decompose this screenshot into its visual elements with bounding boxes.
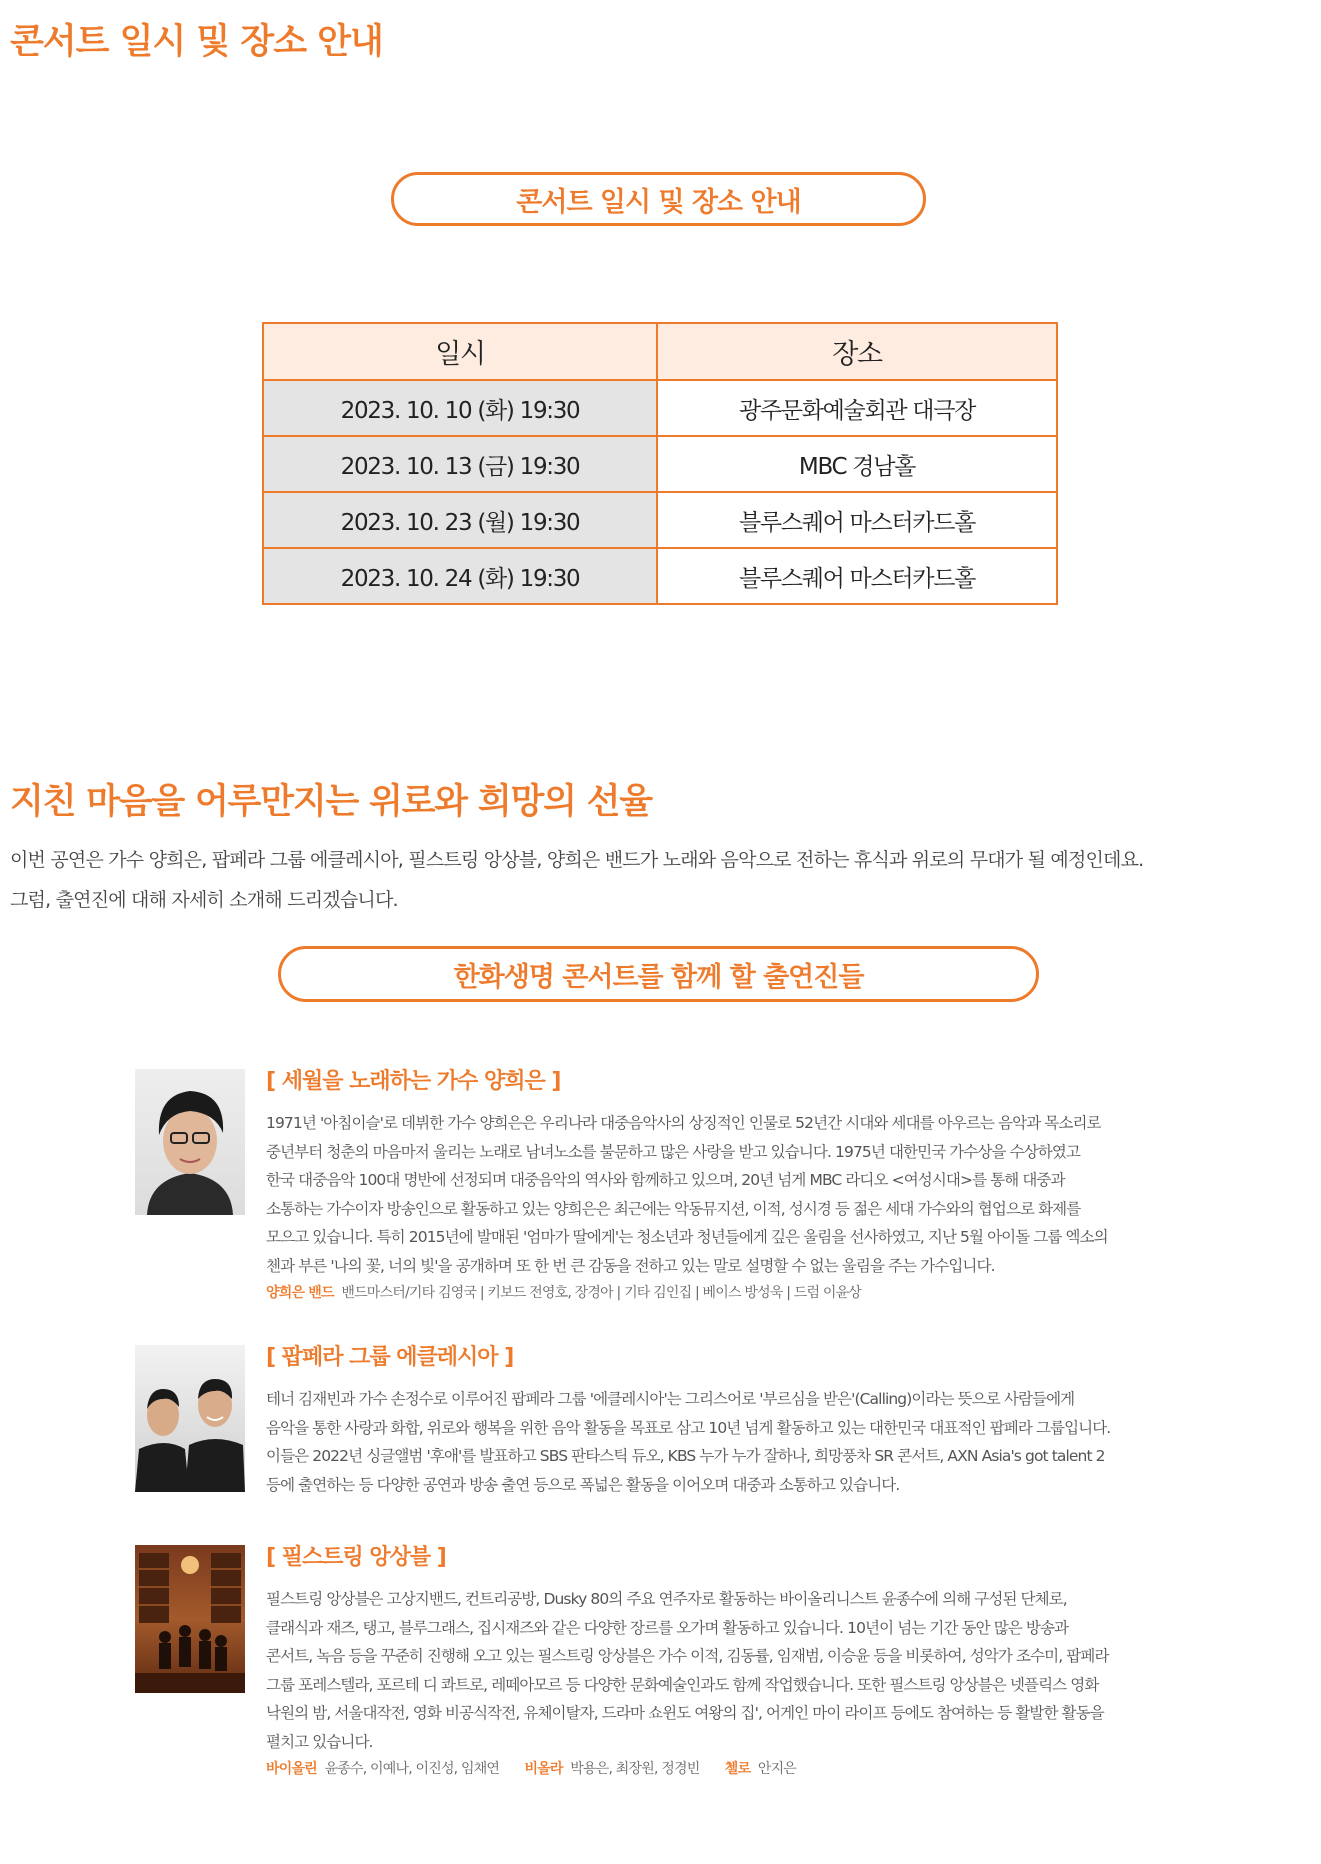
description-line: 등에 출연하는 등 다양한 공연과 방송 출연 등으로 폭넓은 활동을 이어오며 대중과 소통하고 있습니다. [266, 1475, 900, 1494]
description-line: 소통하는 가수이자 방송인으로 활동하고 있는 양희은은 최근에는 악동뮤지션, 이적, 성시경 등 젊은 세대 가수와의 협업으로 화제를 [266, 1199, 1081, 1218]
description-line: 콘서트, 녹음 등을 꾸준히 진행해 오고 있는 필스트링 앙상블은 가수 이적, 김동률, 임재범, 이승윤 등을 비롯하여, 성악가 조수미, 팝페라 [266, 1647, 1109, 1665]
description-line: 낙원의 밤, 서울대작전, 영화 비공식작전, 유체이탈자, 드라마 쇼윈도 여왕의 집', 어게인 마이 라이프 등에도 참여하는 등 활발한 활동을 [266, 1704, 1104, 1722]
description-line: 클래식과 재즈, 탱고, 블루그래스, 집시재즈와 같은 다양한 장르를 오가며 활동하고 있습니다. 10년이 넘는 기간 동안 많은 방송과 [266, 1618, 1069, 1637]
table-row [263, 492, 1057, 548]
performers-pill-heading: 한화생명 콘서트를 함께 할 출연진들 [278, 946, 1039, 1002]
member-role-label: 바이올린 [266, 1761, 317, 1777]
performer-description [266, 1585, 1266, 1756]
member-names: 박용은, 최장원, 정경빈 [570, 1761, 700, 1777]
intro-line: 그럼, 출연진에 대해 자세히 소개해 드리겠습니다. [10, 889, 398, 911]
performer-photo-yang-hee-eun [135, 1069, 245, 1215]
description-line: 필스트링 앙상블은 고상지밴드, 컨트리공방, Dusky 80의 주요 연주자로 활동하는 바이올리니스트 윤종수에 의해 구성된 단체로, [266, 1590, 1067, 1608]
ensemble-members [266, 1758, 1266, 1778]
intro-line: 이번 공연은 가수 양희은, 팝페라 그룹 에클레시아, 필스트링 앙상블, 양희은 밴드가 노래와 음악으로 전하는 휴식과 위로의 무대가 될 예정인데요. [10, 849, 1144, 871]
member-names: 밴드마스터/기타 김영국 | 키보드 전영호, 장경아 | 기타 김인집 | 베이스 방성욱 | 드럼 이윤상 [341, 1285, 862, 1301]
intro-text [10, 840, 1315, 920]
description-line: 그룹 포레스텔라, 포르테 디 콰트로, 레떼아모르 등 다양한 문화예술인과도 함께 작업했습니다. 또한 필스트링 앙상블은 넷플릭스 영화 [266, 1675, 1099, 1694]
description-line: 한국 대중음악 100대 명반에 선정되며 대중음악의 역사와 함께하고 있으며, 20년 넘게 MBC 라디오 <여성시대>를 통해 대중과 [266, 1171, 1065, 1189]
header-date: 일시 [263, 323, 657, 380]
header-venue: 장소 [657, 323, 1057, 380]
performer-title: [ 세월을 노래하는 가수 양희은 ] [266, 1069, 561, 1094]
cell-date: 2023. 10. 13 (금) 19:30 [263, 436, 657, 492]
member-role-label: 양희은 밴드 [266, 1285, 334, 1301]
member-names: 안지은 [757, 1761, 797, 1777]
description-line: 이들은 2022년 싱글앨범 '후애'를 발표하고 SBS 판타스틱 듀오, KBS 누가 누가 잘하나, 희망풍차 SR 콘서트, AXN Asia's got talent 2 [266, 1447, 1105, 1465]
cell-date: 2023. 10. 24 (화) 19:30 [263, 548, 657, 604]
cell-date: 2023. 10. 10 (화) 19:30 [263, 380, 657, 436]
member-names: 윤종수, 이예나, 이진성, 임채연 [324, 1761, 500, 1777]
cell-venue: 블루스퀘어 마스터카드홀 [657, 548, 1057, 604]
performer-description [266, 1385, 1266, 1499]
table-row [263, 380, 1057, 436]
schedule-pill-heading: 콘서트 일시 및 장소 안내 [391, 172, 926, 226]
table-row [263, 548, 1057, 604]
description-line: 중년부터 청춘의 마음마저 울리는 노래로 남녀노소를 불문하고 많은 사랑을 받고 있습니다. 1975년 대한민국 가수상을 수상하였고 [266, 1142, 1080, 1161]
description-line: 음악을 통한 사랑과 화합, 위로와 행복을 위한 음악 활동을 목표로 삼고 10년 넘게 활동하고 있는 대한민국 대표적인 팝페라 그룹입니다. [266, 1418, 1111, 1437]
page-title: 콘서트 일시 및 장소 안내 [10, 22, 383, 62]
description-line: 1971년 '아침이슬'로 데뷔한 가수 양희은은 우리나라 대중음악사의 상징적인 인물로 52년간 시대와 세대를 아우르는 음악과 목소리로 [266, 1114, 1101, 1132]
member-role-label: 첼로 [724, 1761, 751, 1777]
description-line: 모으고 있습니다. 특히 2015년에 발매된 '엄마가 딸에게'는 청소년과 청년들에게 깊은 울림을 선사하였고, 지난 5월 아이돌 그룹 엑소의 [266, 1228, 1108, 1246]
cell-venue: 광주문화예술회관 대극장 [657, 380, 1057, 436]
performer-photo-feelstring [135, 1545, 245, 1693]
performer-description [266, 1109, 1266, 1280]
description-line: 테너 김재빈과 가수 손정수로 이루어진 팝페라 그룹 '에클레시아'는 그리스어로 '부르심을 받은'(Calling)이라는 뜻으로 사람들에게 [266, 1390, 1075, 1408]
performer-section-feelstring [266, 1540, 1266, 1778]
performer-title: [ 팝페라 그룹 에클레시아 ] [266, 1345, 514, 1370]
cell-venue: MBC 경남홀 [657, 436, 1057, 492]
performer-title: [ 필스트링 앙상블 ] [266, 1545, 446, 1570]
description-line: 펼치고 있습니다. [266, 1732, 373, 1751]
schedule-table [262, 322, 1058, 605]
cell-venue: 블루스퀘어 마스터카드홀 [657, 492, 1057, 548]
table-row [263, 436, 1057, 492]
performer-photo-ecclesia [135, 1345, 245, 1492]
section-title: 지친 마음을 어루만지는 위로와 희망의 선율 [10, 782, 652, 822]
description-line: 첸과 부른 '나의 꽃, 너의 빛'을 공개하며 또 한 번 큰 감동을 전하고 있는 말로 설명할 수 없는 울림을 주는 가수입니다. [266, 1256, 995, 1275]
cell-date: 2023. 10. 23 (월) 19:30 [263, 492, 657, 548]
performer-section-yang-hee-eun [266, 1064, 1266, 1302]
table-header-row [263, 323, 1057, 380]
performer-section-ecclesia [266, 1340, 1266, 1499]
member-role-label: 비올라 [524, 1761, 563, 1777]
band-members [266, 1282, 1266, 1302]
